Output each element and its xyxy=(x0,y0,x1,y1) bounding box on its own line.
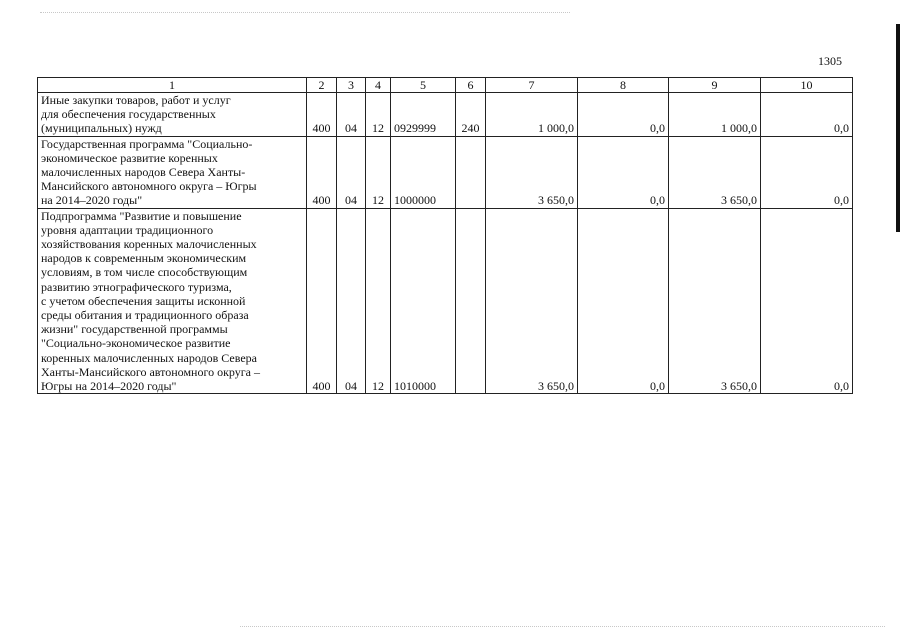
row-name-line: развитию этнографического туризма, xyxy=(41,279,232,294)
section-code-cell: 04 xyxy=(337,136,366,208)
row-name-line: Государственная программа "Социально- xyxy=(41,136,253,151)
amount-cell: 0,0 xyxy=(761,93,853,137)
row-name-cell xyxy=(38,93,307,137)
amount-cell: 3 650,0 xyxy=(669,208,761,394)
page-edge-mark xyxy=(896,24,900,232)
row-name-cell xyxy=(38,136,307,208)
column-header: 1 xyxy=(38,78,307,93)
subsection-code-cell: 12 xyxy=(366,208,391,394)
amount-cell: 3 650,0 xyxy=(486,208,578,394)
row-name-line: народов к современным экономическим xyxy=(41,251,247,266)
ministry-code-cell: 400 xyxy=(307,208,337,394)
section-code-cell: 04 xyxy=(337,208,366,394)
target-article-cell: 0929999 xyxy=(391,93,456,137)
scan-artifact-bottom xyxy=(240,626,885,628)
row-name-line: Иные закупки товаров, работ и услуг xyxy=(41,93,231,107)
column-header: 8 xyxy=(578,78,669,93)
column-header: 10 xyxy=(761,78,853,93)
section-code-cell: 04 xyxy=(337,93,366,137)
table-row xyxy=(38,136,853,208)
row-name-cell xyxy=(38,208,307,394)
row-name-line: экономическое развитие коренных xyxy=(41,150,218,165)
row-name-line: малочисленных народов Севера Ханты- xyxy=(41,165,246,180)
ministry-code-cell: 400 xyxy=(307,93,337,137)
table-row xyxy=(38,93,853,137)
row-name-line: коренных малочисленных народов Севера xyxy=(41,350,257,365)
subsection-code-cell: 12 xyxy=(366,93,391,137)
amount-cell: 1 000,0 xyxy=(486,93,578,137)
row-name-line: жизни" государственной программы xyxy=(41,322,228,337)
column-header: 5 xyxy=(391,78,456,93)
page-number: 1305 xyxy=(818,54,842,68)
amount-cell: 0,0 xyxy=(761,136,853,208)
target-article-cell: 1010000 xyxy=(391,208,456,394)
row-name-line: среды обитания и традиционного образа xyxy=(41,308,249,323)
row-name-line: Мансийского автономного округа – Югры xyxy=(41,179,257,194)
amount-cell: 3 650,0 xyxy=(669,136,761,208)
expense-type-cell xyxy=(456,136,486,208)
row-name-line: Югры на 2014–2020 годы" xyxy=(41,379,177,394)
column-header: 4 xyxy=(366,78,391,93)
row-name-line: Подпрограмма "Развитие и повышение xyxy=(41,208,242,223)
column-header: 2 xyxy=(307,78,337,93)
row-name-line: Ханты-Мансийского автономного округа – xyxy=(41,364,261,379)
row-name-line: на 2014–2020 годы" xyxy=(41,193,143,208)
table-header-row xyxy=(38,78,853,93)
budget-table xyxy=(37,77,853,394)
amount-cell: 0,0 xyxy=(578,136,669,208)
expense-type-cell xyxy=(456,208,486,394)
column-header: 6 xyxy=(456,78,486,93)
row-name-line: для обеспечения государственных xyxy=(41,107,216,122)
subsection-code-cell: 12 xyxy=(366,136,391,208)
scan-artifact-top xyxy=(40,12,570,14)
expense-type-cell: 240 xyxy=(456,93,486,137)
row-name-line: уровня адаптации традиционного xyxy=(41,222,214,237)
row-name-line: "Социально-экономическое развитие xyxy=(41,336,231,351)
row-name-line: (муниципальных) нужд xyxy=(41,121,162,136)
target-article-cell: 1000000 xyxy=(391,136,456,208)
amount-cell: 0,0 xyxy=(761,208,853,394)
amount-cell: 0,0 xyxy=(578,93,669,137)
row-name-line: хозяйствования коренных малочисленных xyxy=(41,237,257,252)
column-header: 3 xyxy=(337,78,366,93)
ministry-code-cell: 400 xyxy=(307,136,337,208)
amount-cell: 1 000,0 xyxy=(669,93,761,137)
column-header: 7 xyxy=(486,78,578,93)
column-header: 9 xyxy=(669,78,761,93)
amount-cell: 0,0 xyxy=(578,208,669,394)
row-name-line: с учетом обеспечения защиты исконной xyxy=(41,293,246,308)
amount-cell: 3 650,0 xyxy=(486,136,578,208)
table-row xyxy=(38,208,853,394)
row-name-line: условиям, в том числе способствующим xyxy=(41,265,248,280)
